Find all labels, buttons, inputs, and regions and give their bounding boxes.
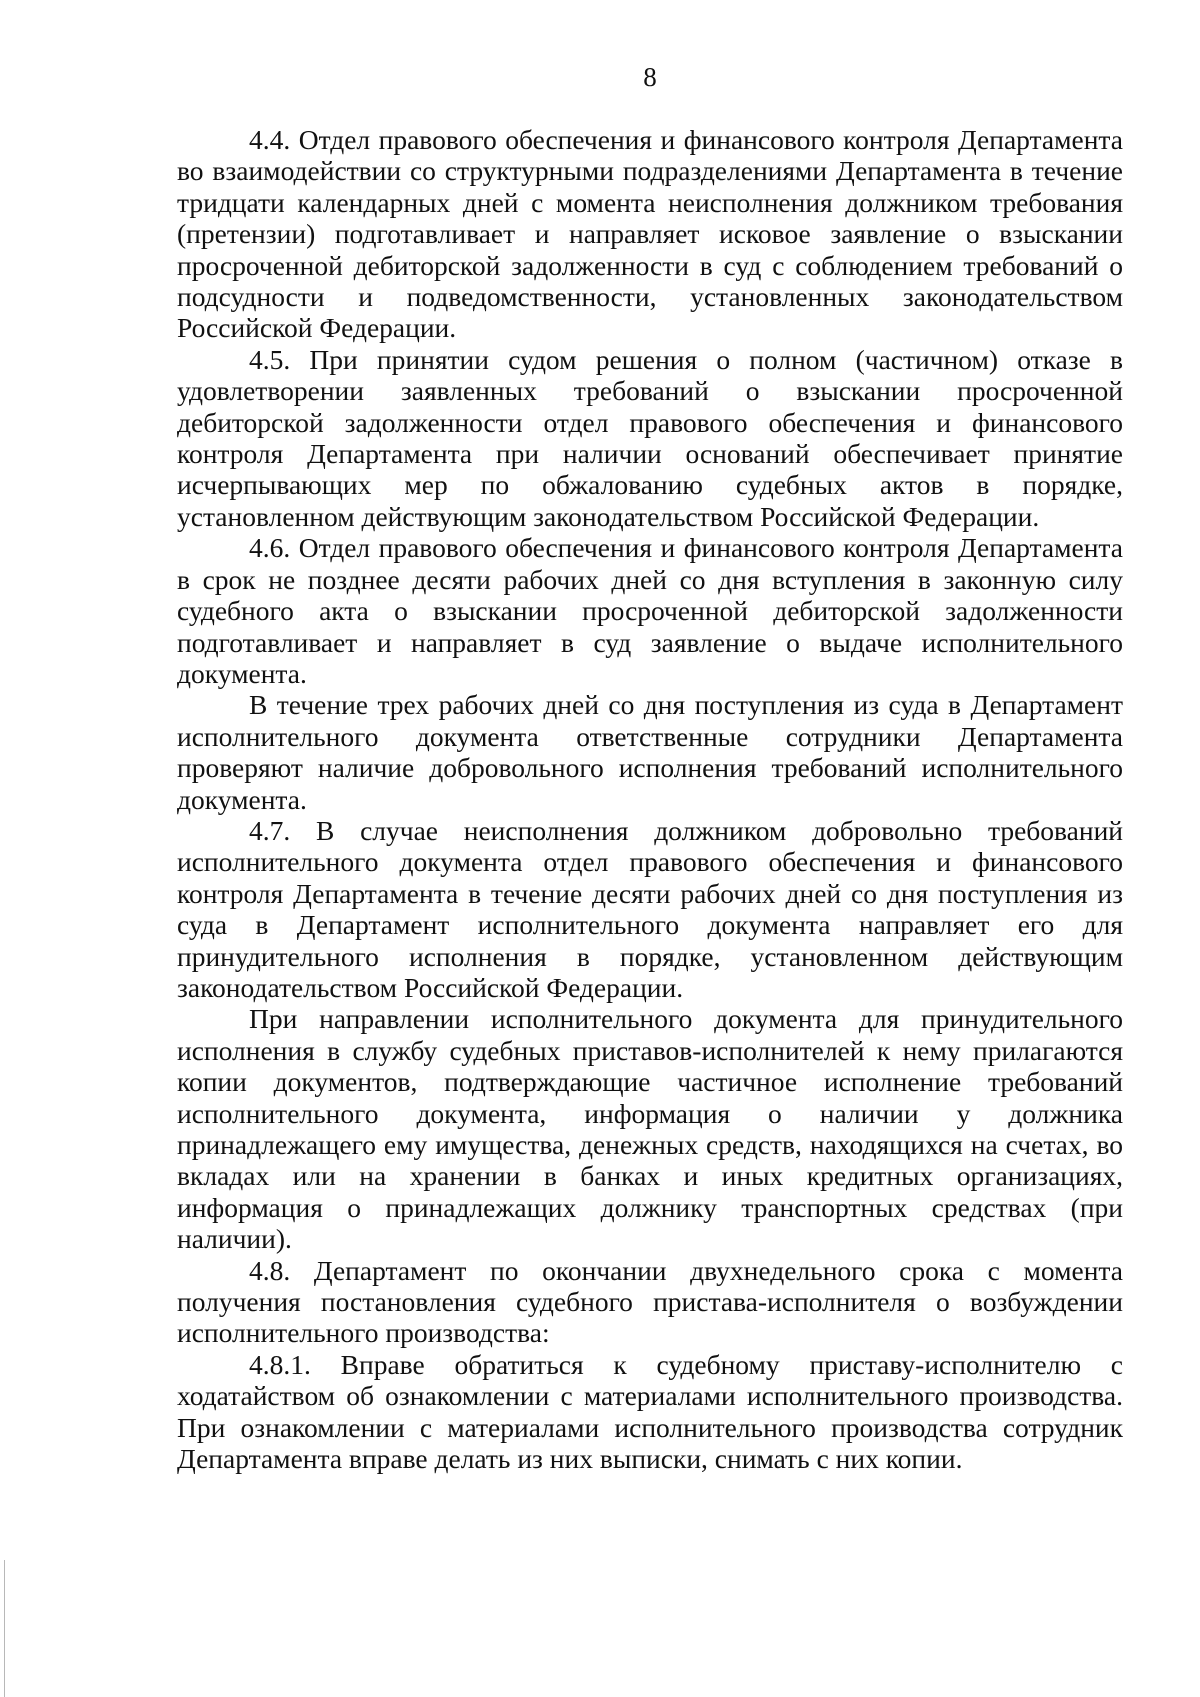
page-number: 8 [643,62,657,92]
scan-edge-line [4,1560,5,1697]
paragraph-4-7-continuation: При направлении исполнительного документа для принудительного исполнения в службу судебных приставов-исполнителей к нему прилагаются копии документов, подтверждающие частичное исполнение требований исполнительного документа, информация о наличии у должника принадлежащего ему имущества, денежных средств, находящихся на счетах, во вкладах или на хранении в банках и иных кредитных организациях, информация о принадлежащих должнику транспортных средствах (при наличии). [177,1003,1123,1255]
document-body [177,124,1123,1474]
paragraph-4-5: 4.5. При принятии судом решения о полном (частичном) отказе в удовлетворении заявленных требований о взыскании просроченной дебиторской задолженности отдел правового обеспечения и финансового контроля Департамента при наличии оснований обеспечивает принятие исчерпывающих мер по обжалованию судебных актов в порядке, установленном действующим законодательством Российской Федерации. [177,343,1123,532]
paragraph-4-6-continuation: В течение трех рабочих дней со дня поступления из суда в Департамент исполнительного документа ответственные сотрудники Департамента проверяют наличие добровольного исполнения требований исполнительного документа. [177,689,1123,815]
paragraph-4-8-1: 4.8.1. Вправе обратиться к судебному приставу-исполнителю с ходатайством об ознакомлении с материалами исполнительного производства. При ознакомлении с материалами исполнительного производства сотрудник Департамента вправе делать из них выписки, снимать с них копии. [177,1348,1123,1475]
paragraph-4-7: 4.7. В случае неисполнения должником добровольно требований исполнительного документа отдел правового обеспечения и финансового контроля Департамента в течение десяти рабочих дней со дня поступления из суда в Департамент исполнительного документа направляет его для принудительного исполнения в порядке, установленном действующим законодательством Российской Федерации. [177,814,1123,1003]
paragraph-4-8: 4.8. Департамент по окончании двухнедельного срока с момента получения постановления судебного пристава-исполнителя о возбуждении исполнительного производства: [177,1254,1123,1349]
paragraph-4-4: 4.4. Отдел правового обеспечения и финансового контроля Департамента во взаимодействии со структурными подразделениями Департамента в течение тридцати календарных дней с момента неисполнения должником требования (претензии) подготавливает и направляет исковое заявление о взыскании просроченной дебиторской задолженности в суд с соблюдением требований о подсудности и подведомственности, установленных законодательством Российской Федерации. [177,124,1123,344]
paragraph-4-6: 4.6. Отдел правового обеспечения и финансового контроля Департамента в срок не позднее десяти рабочих дней со дня вступления в законную силу судебного акта о взыскании просроченной дебиторской задолженности подготавливает и направляет в суд заявление о выдаче исполнительного документа. [177,532,1123,689]
